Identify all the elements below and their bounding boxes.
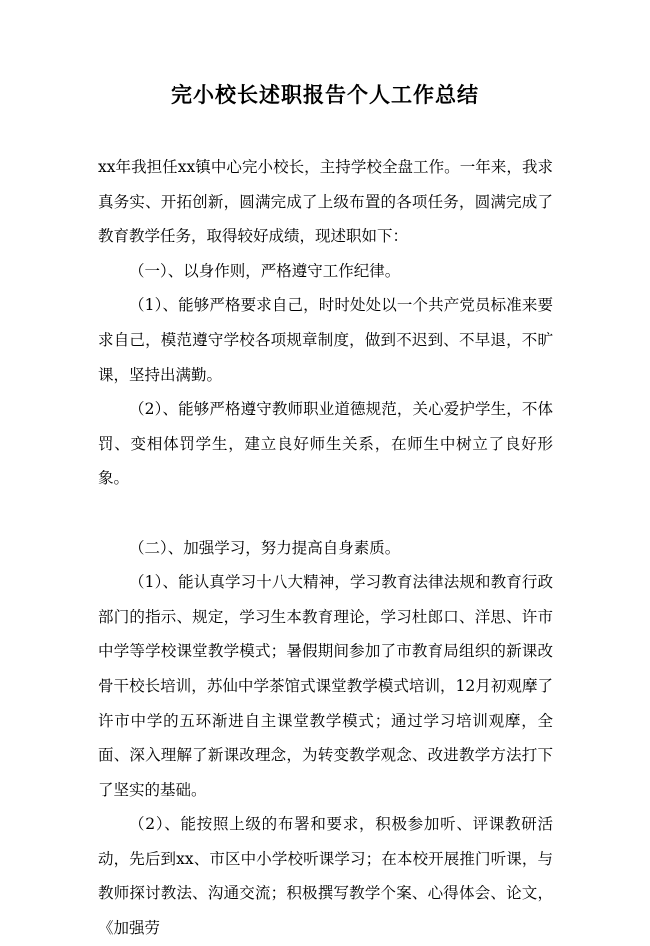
section-heading-2: （二）、加强学习，努力提高自身素质。	[129, 538, 401, 557]
paragraph-2-1: （1）、能认真学习十八大精神，学习教育法律法规和教育行政部门的指示、规定，学习生本教育理论，学习杜郎口、洋思、许市中学等学校课堂教学模式；暑假期间参加了市教育局组织的新课改骨干校长培训，苏仙中学茶馆式课堂教学模式培训，12月初观摩了许市中学的五环渐进自主课堂教学模式；通过学习培训观摩，全面、深入理解了新课改理念，为转变教学观念、改进教学方法打下了坚实的基础。	[98, 573, 553, 799]
paragraph-2-2: （2）、能按照上级的布署和要求，积极参加听、评课教研活动，先后到xx、市区中小学校听课学习；在本校开展推门听课，与教师探讨教法、沟通交流；积极撰写教学个案、心得体会、论文，《加强劳	[98, 815, 553, 938]
intro-paragraph: xx年我担任xx镇中心完小校长，主持学校全盘工作。一年来，我求真务实、开拓创新，圆满完成了上级布置的各项任务，圆满完成了教育教学任务，取得较好成绩，现述职如下：	[98, 158, 553, 246]
document-title: 完小校长述职报告个人工作总结	[171, 82, 479, 107]
document-body	[98, 150, 553, 946]
blank-line	[98, 496, 553, 531]
paragraph-1-2: （2）、能够严格遵守教师职业道德规范，关心爱护学生，不体罚、变相体罚学生，建立良好师生关系，在师生中树立了良好形象。	[98, 400, 553, 488]
paragraph-1-1: （1）、能够严格要求自己，时时处处以一个共产党员标准来要求自己，模范遵守学校各项规章制度，做到不迟到、不早退，不旷课，坚持出满勤。	[98, 296, 553, 384]
section-heading-1: （一）、以身作则，严格遵守工作纪律。	[129, 261, 401, 280]
